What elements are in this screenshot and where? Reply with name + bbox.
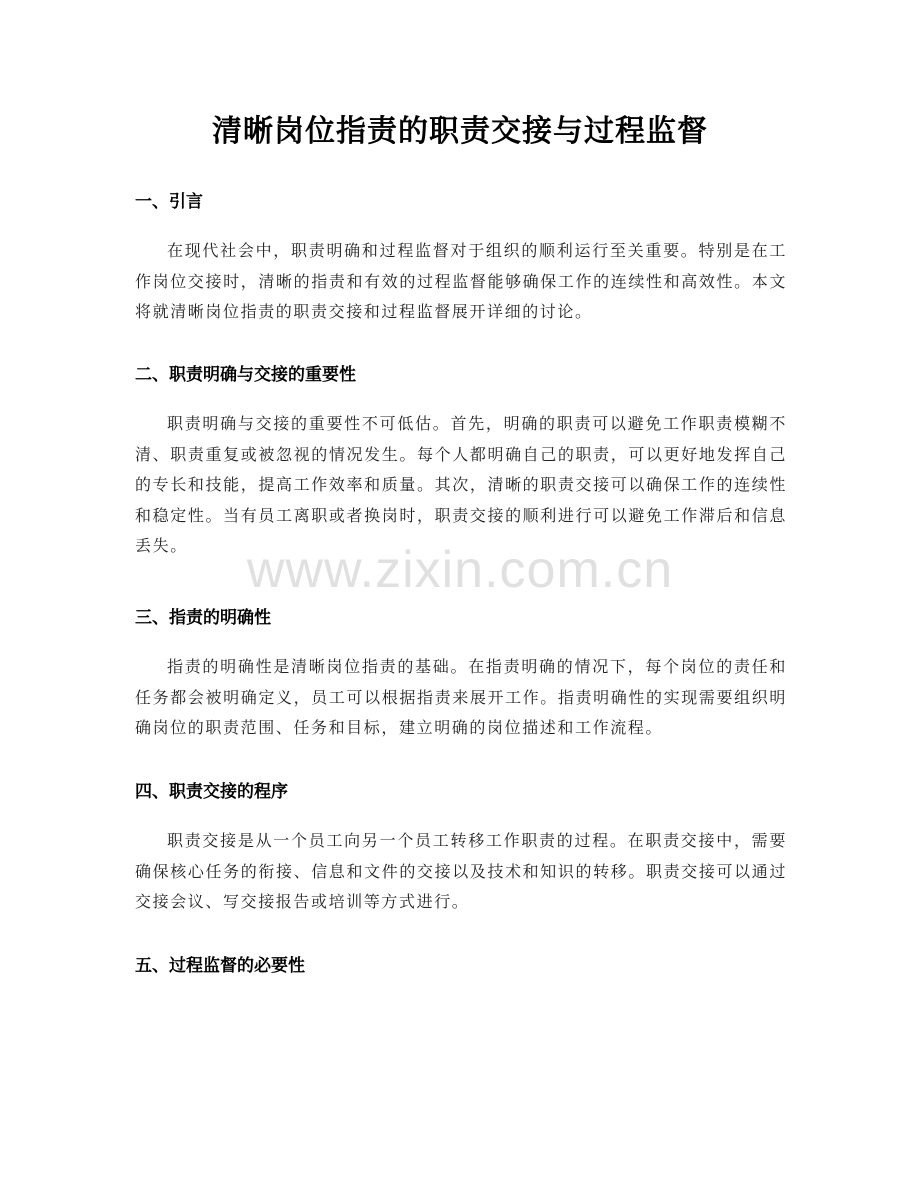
- document-title: 清晰岗位指责的职责交接与过程监督: [212, 114, 708, 149]
- section-paragraph-handover-procedure: 职责交接是从一个员工向另一个员工转移工作职责的过程。在职责交接中，需要确保核心任务的衔接、信息和文件的交接以及技术和知识的转移。职责交接可以通过交接会议、写交接报告或培训等方式进行。: [135, 831, 787, 911]
- section-heading-supervision-necessity: 五、过程监督的必要性: [135, 956, 305, 976]
- section-paragraph-clarity: 指责的明确性是清晰岗位指责的基础。在指责明确的情况下，每个岗位的责任和任务都会被明确定义，员工可以根据指责来展开工作。指责明确性的实现需要组织明确岗位的职责范围、任务和目标，建立明确的岗位描述和工作流程。: [135, 657, 787, 737]
- section-heading-importance: 二、职责明确与交接的重要性: [135, 365, 356, 385]
- watermark: www.zixin.com.cn: [246, 541, 674, 599]
- section-paragraph-importance: 职责明确与交接的重要性不可低估。首先，明确的职责可以避免工作职责模糊不清、职责重复或被忽视的情况发生。每个人都明确自己的职责，可以更好地发挥自己的专长和技能，提高工作效率和质量。其次，清晰的职责交接可以确保工作的连续性和稳定性。当有员工离职或者换岗时，职责交接的顺利进行可以避免工作滞后和信息丢失。: [135, 414, 787, 555]
- section-heading-introduction: 一、引言: [135, 192, 203, 212]
- section-paragraph-introduction: 在现代社会中，职责明确和过程监督对于组织的顺利运行至关重要。特别是在工作岗位交接时，清晰的指责和有效的过程监督能够确保工作的连续性和高效性。本文将就清晰岗位指责的职责交接和过程监督展开详细的讨论。: [135, 241, 787, 321]
- section-heading-handover-procedure: 四、职责交接的程序: [135, 782, 288, 802]
- section-heading-clarity: 三、指责的明确性: [135, 608, 271, 628]
